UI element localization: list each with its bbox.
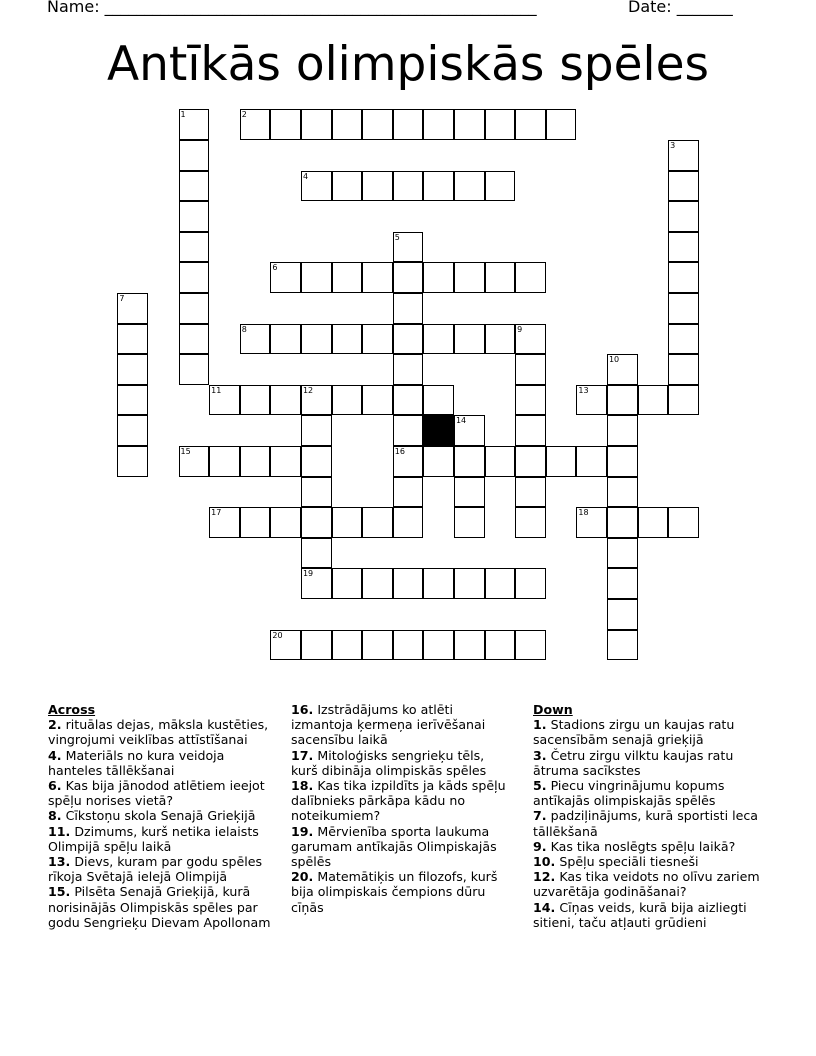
grid-cell[interactable] [423,262,454,293]
grid-cell[interactable] [668,171,699,202]
grid-cell[interactable] [607,507,638,538]
grid-cell[interactable] [485,324,516,355]
grid-cell[interactable] [423,385,454,416]
grid-cell[interactable] [393,109,424,140]
clue-number: 5 [394,232,400,242]
clue-across-19: 19. Mērvienība sporta laukuma garumam antīkajās Olimpiskajās spēlēs [291,823,497,870]
grid-cell[interactable] [117,324,148,355]
grid-cell[interactable] [209,446,240,477]
grid-cell[interactable] [332,109,363,140]
grid-cell[interactable] [179,109,210,140]
clue-across-20: 20. Matemātiķis un filozofs, kurš bija olimpiskais čempions dūru cīņās [291,869,498,915]
clue-across-13: 13. Dievs, kuram par godu spēles rīkoja Svētajā ielejā Olimpijā [48,854,263,885]
clue-down-12: 12. Kas tika veidots no olīvu zariem uzvarētāja godināšanai? [533,869,760,900]
clue-number: 17 [211,508,222,518]
grid-cell[interactable] [668,324,699,355]
grid-cell[interactable] [393,630,424,661]
grid-cell[interactable] [332,507,363,538]
grid-cell[interactable] [546,446,577,477]
grid-cell[interactable] [515,415,546,446]
grid-cell[interactable] [454,630,485,661]
grid-cell[interactable] [454,262,485,293]
grid-cell[interactable] [393,385,424,416]
grid-cell[interactable] [301,385,332,416]
clue-across-11: 11. Dzimums, kurš netika ielaists Olimpijā spēļu laikā [48,823,259,854]
grid-cell[interactable] [179,293,210,324]
grid-cell[interactable] [515,385,546,416]
grid-cell[interactable] [423,630,454,661]
grid-cell[interactable] [301,538,332,569]
clue-number: 11 [211,385,222,395]
grid-cell[interactable] [515,446,546,477]
grid-cell[interactable] [301,415,332,446]
grid-cell[interactable] [668,385,699,416]
clue-number: 15 [180,446,191,456]
clue-down-5: 5. Piecu vingrinājumu kopums antīkajās olimpiskajās spēlēs [533,778,725,809]
clue-number: 20 [272,630,283,640]
across-clues-col-1 [48,702,280,930]
grid-cell[interactable] [607,568,638,599]
grid-cell[interactable] [668,293,699,324]
grid-cell[interactable] [668,140,699,171]
grid-cell[interactable] [270,446,301,477]
grid-cell[interactable] [117,385,148,416]
grid-cell[interactable] [393,293,424,324]
grid-cell[interactable] [515,262,546,293]
grid-cell[interactable] [515,630,546,661]
grid-cell[interactable] [393,446,424,477]
grid-cell[interactable] [607,538,638,569]
grid-cell[interactable] [179,324,210,355]
grid-cell[interactable] [607,354,638,385]
grid-cell[interactable] [393,477,424,508]
grid-cell[interactable] [607,415,638,446]
grid-cell[interactable] [209,507,240,538]
clue-down-9: 9. Kas tika noslēgts spēļu laikā? [533,838,736,854]
grid-cell[interactable] [454,415,485,446]
grid-cell[interactable] [607,630,638,661]
clue-down-14: 14. Cīņas veids, kurā bija aizliegti sitieni, taču atļauti grūdieni [533,899,747,930]
grid-cell[interactable] [179,201,210,232]
grid-cell[interactable] [270,507,301,538]
clue-across-8: 8. Cīkstoņu skola Senajā Grieķijā [48,808,256,824]
grid-cell[interactable] [209,385,240,416]
grid-cell[interactable] [270,324,301,355]
grid-cell[interactable] [393,262,424,293]
grid-cell[interactable] [332,568,363,599]
grid-cell[interactable] [485,630,516,661]
grid-cell[interactable] [332,262,363,293]
clue-number: 19 [302,569,314,579]
clue-across-17: 17. Mitoloģisks sengrieķu tēls, kurš dibināja olimpiskās spēles [291,747,487,778]
clue-down-3: 3. Četru zirgu vilktu kaujas ratu ātruma sacīkstes [533,747,734,778]
grid-cell[interactable] [240,324,271,355]
clue-across-16: 16. Izstrādājums ko atlēti izmantoja ķermeņa ierīvēšanai sacensību laikā [291,702,486,748]
grid-cell[interactable] [576,446,607,477]
grid-cell[interactable] [515,477,546,508]
clue-down-7: 7. padziļinājums, kurā sportisti leca tāllēkšanā [533,808,758,839]
clue-across-6: 6. Kas bija jānodod atlētiem ieejot spēļu norises vietā? [48,778,265,809]
grid-cell[interactable] [576,385,607,416]
grid-cell[interactable] [393,568,424,599]
grid-cell[interactable] [668,507,699,538]
grid-cell[interactable] [515,568,546,599]
clue-number: 3 [670,140,676,150]
grid-cell[interactable] [485,446,516,477]
clue-number: 1 [180,110,186,120]
grid-cell[interactable] [179,140,210,171]
grid-cell[interactable] [301,568,332,599]
clue-number: 14 [455,416,467,426]
black-cell [423,415,454,446]
clue-number: 2 [241,110,247,120]
clue-across-15: 15. Pilsēta Senajā Grieķijā, kurā norisinājās Olimpiskās spēles par godu Sengrieķu Dievam Apollonam [48,884,271,930]
grid-cell[interactable] [270,385,301,416]
clue-number: 16 [394,446,405,456]
grid-cell[interactable] [332,385,363,416]
grid-cell[interactable] [362,507,393,538]
grid-cell[interactable] [607,385,638,416]
grid-cell[interactable] [362,385,393,416]
grid-cell[interactable] [454,171,485,202]
clue-across-4: 4. Materiāls no kura veidoja hanteles tāllēkšanai [48,747,225,778]
grid-cell[interactable] [668,262,699,293]
grid-cell[interactable] [179,171,210,202]
grid-cell[interactable] [332,630,363,661]
grid-cell[interactable] [668,201,699,232]
grid-cell[interactable] [393,354,424,385]
clue-number: 8 [241,324,247,334]
clue-down-1: 1. Stadions zirgu un kaujas ratu sacensībām senajā grieķijā [533,717,735,748]
grid-cell[interactable] [454,507,485,538]
grid-cell[interactable] [423,109,454,140]
grid-cell[interactable] [485,568,516,599]
grid-cell[interactable] [240,446,271,477]
grid-cell[interactable] [423,568,454,599]
clue-number: 7 [119,293,125,303]
grid-cell[interactable] [362,262,393,293]
grid-cell[interactable] [607,599,638,630]
grid-cell[interactable] [301,262,332,293]
grid-cell[interactable] [638,507,669,538]
grid-cell[interactable] [301,507,332,538]
grid-cell[interactable] [332,324,363,355]
grid-cell[interactable] [454,446,485,477]
grid-cell[interactable] [179,232,210,263]
clue-number: 18 [578,508,589,518]
grid-cell[interactable] [362,109,393,140]
grid-cell[interactable] [485,109,516,140]
grid-cell[interactable] [546,109,577,140]
across-clues-col-2 [291,702,513,915]
grid-cell[interactable] [485,262,516,293]
clue-number: 4 [302,171,309,181]
grid-cell[interactable] [607,446,638,477]
clue-down-10: 10. Spēļu speciāli tiesneši [533,854,699,870]
down-heading: Down [533,702,573,717]
grid-cell[interactable] [515,109,546,140]
grid-cell[interactable] [638,385,669,416]
grid-cell[interactable] [270,630,301,661]
grid-cell[interactable] [117,293,148,324]
grid-cell[interactable] [179,354,210,385]
grid-cell[interactable] [301,109,332,140]
grid-cell[interactable] [515,507,546,538]
grid-cell[interactable] [117,415,148,446]
clue-number: 12 [302,385,314,395]
clue-number: 6 [272,263,278,273]
clue-number: 9 [517,324,523,334]
grid-cell[interactable] [576,507,607,538]
grid-cell[interactable] [301,630,332,661]
grid-cell[interactable] [423,446,454,477]
grid-cell[interactable] [270,109,301,140]
clue-across-2: 2. rituālas dejas, māksla kustēties, vingrojumi veiklības attīstīšanai [48,717,269,748]
grid-cell[interactable] [301,477,332,508]
grid-cell[interactable] [179,262,210,293]
grid-cell[interactable] [454,477,485,508]
grid-cell[interactable] [423,324,454,355]
grid-cell[interactable] [117,354,148,385]
grid-cell[interactable] [332,171,363,202]
grid-cell[interactable] [270,262,301,293]
grid-cell[interactable] [117,446,148,477]
grid-cell[interactable] [668,354,699,385]
grid-cell[interactable] [393,324,424,355]
clue-across-18: 18. Kas tika izpildīts ja kāds spēļu dalībnieks pārkāpa kādu no noteikumiem? [291,778,506,824]
clue-number: 10 [608,355,620,365]
grid-cell[interactable] [423,171,454,202]
grid-cell[interactable] [515,324,546,355]
grid-cell[interactable] [454,324,485,355]
grid-cell[interactable] [393,507,424,538]
grid-cell[interactable] [362,630,393,661]
clue-number: 13 [578,385,589,395]
grid-cell[interactable] [362,171,393,202]
across-heading: Across [48,702,96,717]
grid-cell[interactable] [393,415,424,446]
grid-cell[interactable] [179,446,210,477]
grid-cell[interactable] [301,324,332,355]
grid-cell[interactable] [485,171,516,202]
grid-cell[interactable] [301,446,332,477]
grid-cell[interactable] [362,324,393,355]
grid-cell[interactable] [240,385,271,416]
grid-cell[interactable] [393,232,424,263]
grid-cell[interactable] [454,568,485,599]
grid-cell[interactable] [607,477,638,508]
grid-cell[interactable] [362,568,393,599]
grid-cell[interactable] [515,354,546,385]
grid-cell[interactable] [668,232,699,263]
grid-cell[interactable] [240,507,271,538]
grid-cell[interactable] [393,171,424,202]
grid-cell[interactable] [454,109,485,140]
date-field-label: Date: _______ [628,0,733,16]
page-title: Antīkās olimpiskās spēles [106,37,710,92]
grid-cell[interactable] [301,171,332,202]
grid-cell[interactable] [240,109,271,140]
name-field-label: Name: ______________________________________________________ [47,0,537,16]
down-clues-col [533,702,769,930]
